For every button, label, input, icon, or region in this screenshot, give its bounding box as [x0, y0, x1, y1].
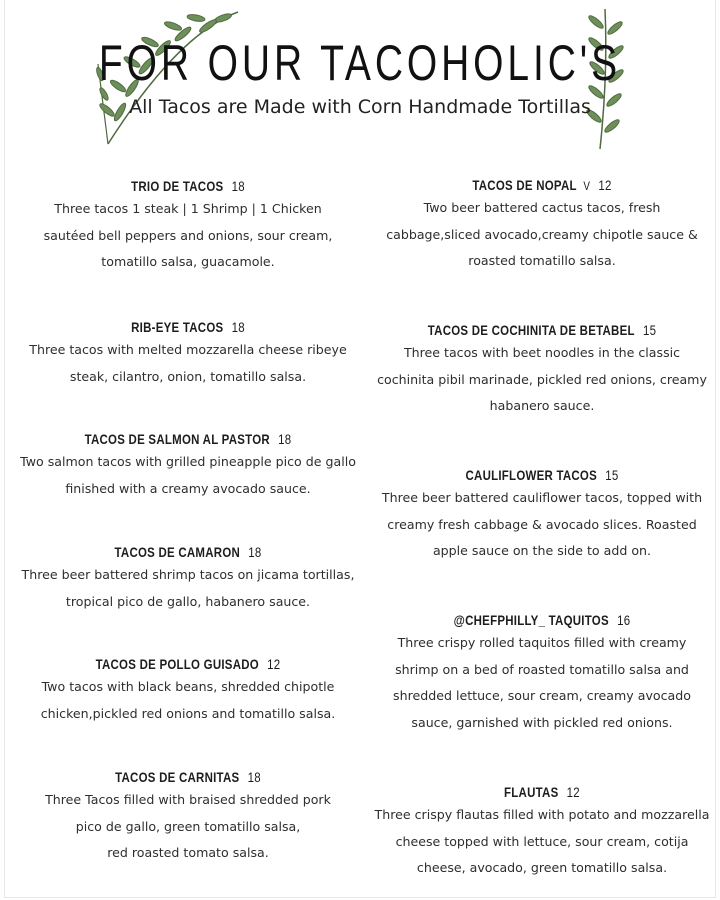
menu-item-price: 15: [605, 467, 619, 483]
menu-item-description: apple sauce on the side to add on.: [432, 543, 652, 558]
menu-item-name: CAULIFLOWER TACOS 15: [465, 467, 619, 483]
menu-item-description: Three Tacos filled with braised shredded pork: [45, 792, 331, 807]
menu-item-description: habanero sauce.: [489, 398, 595, 413]
menu-item-name: TACOS DE CARNITAS 18: [115, 769, 261, 785]
menu-item: [362, 465, 720, 565]
menu-item-name: TACOS DE COCHINITA DE BETABEL 15: [427, 322, 657, 338]
menu-item-name: TACOS DE SALMON AL PASTOR 18: [84, 431, 292, 447]
vegan-tag: V: [583, 179, 591, 193]
menu-item-description: Three crispy flautas filled with potato and mozzarella: [374, 807, 710, 822]
menu-item-price: 18: [231, 178, 245, 194]
menu-item-price: 18: [278, 431, 292, 447]
menu-item: [8, 654, 368, 727]
menu-item-description: cheese topped with lettuce, sour cream, cotija: [395, 833, 689, 849]
menu-item-name: TACOS DE POLLO GUISADO 12: [95, 656, 281, 672]
menu-item-description: Three tacos with beet noodles in the classic: [403, 345, 681, 360]
menu-item-description: Three crispy rolled taquitos filled with creamy: [397, 635, 687, 650]
menu-item-description: Three tacos with melted mozzarella cheese ribeye: [29, 342, 347, 357]
menu-item-description: Two salmon tacos with grilled pineapple pico de gallo: [20, 454, 356, 469]
menu-item: [8, 542, 368, 615]
menu-item-price: 18: [247, 769, 261, 785]
menu-item: [8, 767, 368, 867]
menu-item-description: cochinita pibil marinade, pickled red onions, creamy: [377, 371, 707, 387]
menu-item-description: sauce, garnished with pickled red onions.: [411, 714, 673, 730]
menu-item-price: 18: [231, 319, 245, 335]
menu-item-description: Three tacos 1 steak | 1 Shrimp | 1 Chicken: [54, 201, 322, 216]
menu-item-description: chicken,pickled red onions and tomatillo salsa.: [40, 705, 336, 721]
menu-item-description: finished with a creamy avocado sauce.: [65, 480, 311, 496]
menu-item-description: creamy fresh cabbage & avocado slices. Roasted: [387, 516, 697, 532]
menu-item-description: sautéed bell peppers and onions, sour cream,: [43, 227, 333, 243]
menu-item: [8, 429, 368, 502]
menu-item-name: TACOS DE CAMARON 18: [114, 544, 262, 560]
menu-item-description: cheese, avocado, green tomatillo salsa.: [416, 860, 668, 875]
menu-item-price: 12: [267, 656, 281, 672]
menu-item: [8, 317, 368, 390]
menu-item-description: shredded lettuce, sour cream, creamy avocado: [393, 688, 691, 703]
menu-item-description: Three beer battered cauliflower tacos, topped with: [381, 490, 703, 505]
menu-item-price: 18: [248, 544, 262, 560]
menu-item-description: tropical pico de gallo, habanero sauce.: [65, 593, 311, 609]
menu-item-description: roasted tomatillo salsa.: [468, 253, 616, 268]
menu-item-name: @CHEFPHILLY_ TAQUITOS 16: [453, 612, 631, 628]
menu-item-price: 12: [598, 177, 612, 193]
menu-item-name: RIB-EYE TACOS 18: [131, 319, 245, 335]
menu-subtitle: All Tacos are Made with Corn Handmade Tortillas: [129, 96, 591, 118]
menu-item-description: pico de gallo, green tomatillo salsa,: [75, 818, 301, 834]
menu-item-description: shrimp on a bed of roasted tomatillo salsa and: [395, 661, 689, 677]
menu-item-description: red roasted tomato salsa.: [107, 845, 269, 860]
menu-item: [362, 320, 720, 420]
menu-item-description: Two beer battered cactus tacos, fresh: [423, 200, 661, 215]
menu-item-price: 12: [566, 784, 580, 800]
menu-item-description: steak, cilantro, onion, tomatillo salsa.: [69, 368, 307, 384]
menu-item-price: 16: [617, 612, 631, 628]
menu-item-price: 15: [642, 322, 657, 338]
menu-title: FOR OUR TACOHOLIC'S: [98, 35, 622, 91]
menu-item: [362, 175, 720, 275]
menu-item-description: cabbage,sliced avocado,creamy chipotle sauce &: [386, 226, 698, 242]
menu-item-name: TRIO DE TACOS 18: [131, 178, 245, 194]
menu-item: [362, 782, 720, 882]
menu-item-description: tomatillo salsa, guacamole.: [101, 254, 275, 269]
menu-item-name: FLAUTAS 12: [504, 784, 580, 800]
menu-item: [362, 610, 720, 736]
menu-item-description: Two tacos with black beans, shredded chipotle: [41, 679, 335, 694]
menu-item-description: Three beer battered shrimp tacos on jicama tortillas,: [21, 567, 355, 582]
menu-item-name: TACOS DE NOPAL V 12: [472, 177, 612, 193]
menu-item: [8, 176, 368, 276]
